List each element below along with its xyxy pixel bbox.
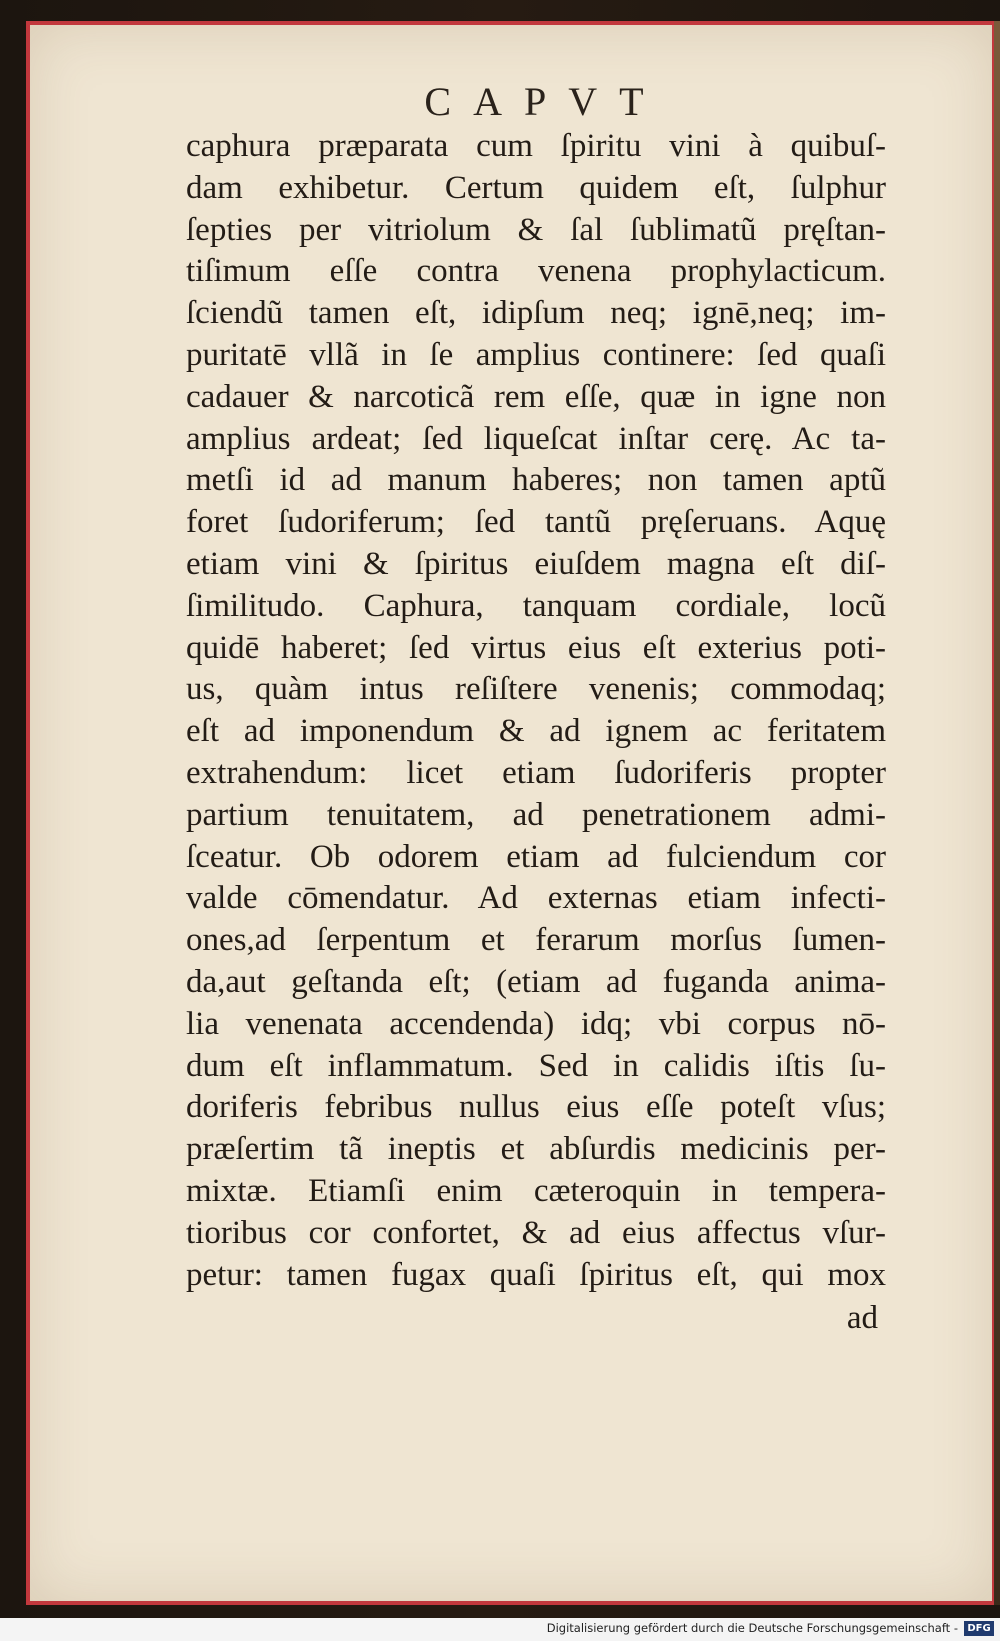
text-line: amplius ardeat; ſed liqueſcat inſtar cerę. Ac ta-: [186, 420, 886, 457]
text-line: tioribus cor confortet, & ad eius affectus vſur-: [186, 1214, 886, 1251]
text-line: tiſimum eſſe contra venena prophylacticum.: [186, 253, 886, 290]
text-line: dum eſt inflammatum. Sed in calidis iſtis ſu-: [186, 1047, 886, 1084]
text-line: doriferis febribus nullus eius eſſe poteſt vſus;: [186, 1089, 886, 1126]
text-line: etiam vini & ſpiritus eiuſdem magna eſt diſ-: [186, 545, 886, 582]
text-line: præſertim tã ineptis et abſurdis medicinis per-: [186, 1131, 886, 1168]
text-line: da,aut geſtanda eſt; (etiam ad fuganda anima-: [186, 963, 886, 1000]
catchword: ad: [846, 1300, 878, 1336]
text-line: puritatē vllã in ſe amplius continere: ſed quaſi: [186, 336, 886, 373]
text-block: [186, 126, 886, 1296]
footer-bar: [0, 1618, 1000, 1641]
text-line: mixtæ. Etiamſi enim cæteroquin in tempera-: [186, 1172, 886, 1209]
text-line: ſceatur. Ob odorem etiam ad fulciendum cor: [186, 838, 886, 875]
text-line: petur: tamen fugax quaſi ſpiritus eſt, qui mox: [186, 1256, 886, 1293]
text-line: ſepties per vitriolum & ſal ſublimatũ pręſtan-: [186, 211, 886, 248]
text-line: ſciendũ tamen eſt, idipſum neq; ignē,neq; im-: [186, 295, 886, 332]
running-head: CAPVT: [424, 79, 666, 124]
text-line: ones,ad ſerpentum et ferarum morſus ſumen-: [186, 922, 886, 959]
text-line: valde cōmendatur. Ad externas etiam infecti-: [186, 880, 886, 917]
text-line: foret ſudoriferum; ſed tantũ pręſeruans. Aquę: [186, 504, 886, 541]
text-line: us, quàm intus reſiſtere venenis; commodaq;: [186, 671, 886, 708]
text-line: caphura præparata cum ſpiritu vini à quibuſ-: [186, 128, 886, 164]
page-edge: [994, 21, 1000, 1605]
text-line: metſi id ad manum haberes; non tamen aptũ: [186, 462, 886, 499]
funding-notice: Digitalisierung gefördert durch die Deutsche Forschungsgemeinschaft -: [546, 1621, 958, 1635]
text-line: extrahendum: licet etiam ſudoriferis propter: [186, 754, 886, 791]
text-line: quidē haberet; ſed virtus eius eſt exterius poti-: [186, 629, 886, 666]
text-line: dam exhibetur. Certum quidem eſt, ſulphur: [186, 169, 886, 206]
text-line: partium tenuitatem, ad penetrationem admi-: [186, 796, 886, 833]
text-line: ſimilitudo. Caphura, tanquam cordiale, locũ: [186, 587, 886, 624]
text-line: lia venenata accendenda) idq; vbi corpus nō-: [186, 1005, 886, 1042]
dfg-logo: DFG: [964, 1621, 994, 1636]
text-line: cadauer & narcoticã rem eſſe, quæ in igne non: [186, 378, 886, 415]
text-line: eſt ad imponendum & ad ignem ac feritatem: [186, 713, 886, 750]
